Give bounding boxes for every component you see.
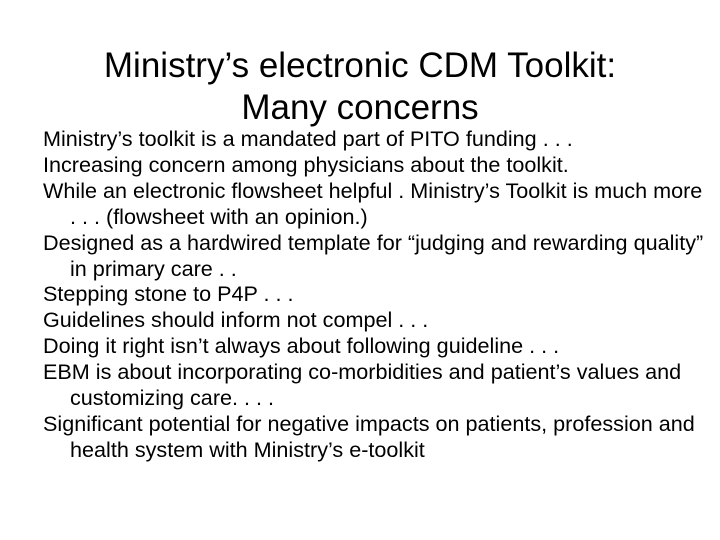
slide-title-line: Ministry’s electronic CDM Toolkit: (103, 46, 617, 86)
bullet-item: While an electronic flowsheet helpful . Ministry’s Toolkit is much more . . . (flowsheet with an opinion.) (43, 177, 703, 229)
bullet-item: Significant potential for negative impacts on patients, profession and health system with Ministry’s e-toolkit (43, 410, 695, 462)
bullet-item: EBM is about incorporating co-morbidities and patient’s values and customizing care. . . . (43, 359, 682, 411)
bullet-list (43, 126, 713, 463)
slide-title (36, 45, 684, 129)
bullet-item: Guidelines should inform not compel . . . (43, 307, 429, 333)
bullet-item: Ministry’s toolkit is a mandated part of PITO funding . . . (43, 126, 573, 151)
bullet-item: Doing it right isn’t always about following guideline . . . (43, 333, 560, 359)
bullet-item: Stepping stone to P4P . . . (43, 281, 294, 307)
bullet-item: Designed as a hardwired template for “judging and rewarding quality” in primary care . . (43, 229, 704, 281)
slide-title-line: Many concerns (241, 88, 479, 128)
bullet-item: Increasing concern among physicians about the toolkit. (43, 151, 569, 177)
